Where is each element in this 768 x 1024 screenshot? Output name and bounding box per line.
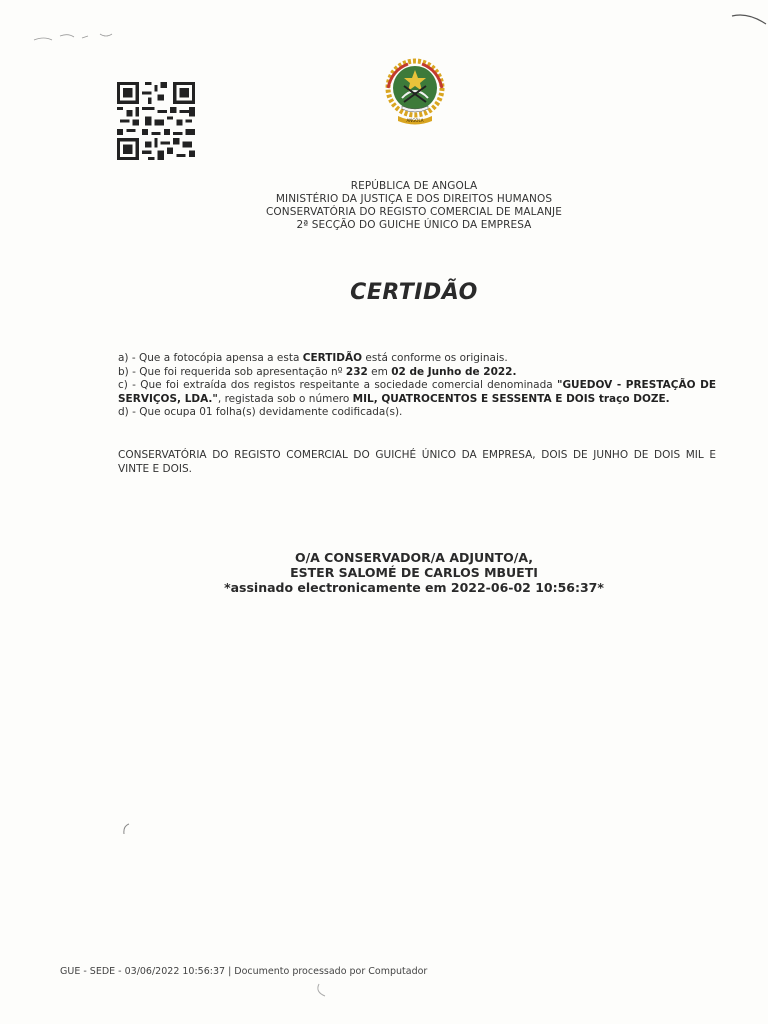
scan-mark <box>730 10 768 26</box>
signatory-name: ESTER SALOMÉ DE CARLOS MBUETI <box>290 565 538 580</box>
item-b-mid: em <box>367 365 392 378</box>
angola-emblem <box>380 56 450 126</box>
signature-block <box>0 550 768 595</box>
signatory-role: O/A CONSERVADOR/A ADJUNTO/A, <box>294 550 534 565</box>
header-line-section: 2ª SECÇÃO DO GUICHE ÚNICO DA EMPRESA <box>296 219 532 231</box>
scan-mark <box>120 822 132 836</box>
item-c-text: c) - Que foi extraída dos registos respeitante a sociedade comercial denominada <box>118 379 557 391</box>
item-b-number: 232 <box>345 365 368 378</box>
issuer-header <box>200 180 628 232</box>
item-c-registration: MIL, QUATROCENTOS E SESSENTA E DOIS traço DOZE. <box>352 392 670 405</box>
item-a-bold: CERTIDÃO <box>302 352 363 364</box>
signature-timestamp: *assinado electronicamente em 2022-06-02 10:56:37* <box>224 580 604 595</box>
qr-code <box>116 82 196 160</box>
item-b-text: b) - Que foi requerida sob apresentação nº <box>118 365 346 378</box>
item-a <box>118 352 716 366</box>
item-b <box>118 366 716 380</box>
header-line-ministry: MINISTÉRIO DA JUSTIÇA E DOS DIREITOS HUMANOS <box>275 193 553 205</box>
item-d: d) - Que ocupa 01 folha(s) devidamente codificada(s). <box>118 406 403 418</box>
item-b-date: 02 de Junho de 2022. <box>391 365 517 378</box>
item-a-text: a) - Que a fotocópia apensa a esta <box>118 352 303 364</box>
header-line-registry: CONSERVATÓRIA DO REGISTO COMERCIAL DE MALANJE <box>266 206 562 218</box>
document-title: CERTIDÃO <box>350 280 478 305</box>
item-c-mid: , registada sob o número <box>217 392 353 405</box>
conservatoria-statement: CONSERVATÓRIA DO REGISTO COMERCIAL DO GUICHÉ ÚNICO DA EMPRESA, DOIS DE JUNHO DE DOIS MIL E VINTE E DOIS. <box>118 449 716 475</box>
item-c-company: "GUEDOV - PRESTAÇÃO DE SERVIÇOS, LDA." <box>118 379 716 405</box>
scan-smudge <box>30 26 120 46</box>
footer-processing-note: GUE - SEDE - 03/06/2022 10:56:37 | Documento processado por Computador <box>60 966 428 977</box>
certificate-items <box>118 352 716 420</box>
header-line-republic: REPÚBLICA DE ANGOLA <box>350 180 478 192</box>
scan-mark <box>314 982 330 998</box>
item-a-suffix: está conforme os originais. <box>362 352 508 364</box>
emblem-label: ANGOLA <box>406 118 424 123</box>
item-c <box>118 379 716 406</box>
